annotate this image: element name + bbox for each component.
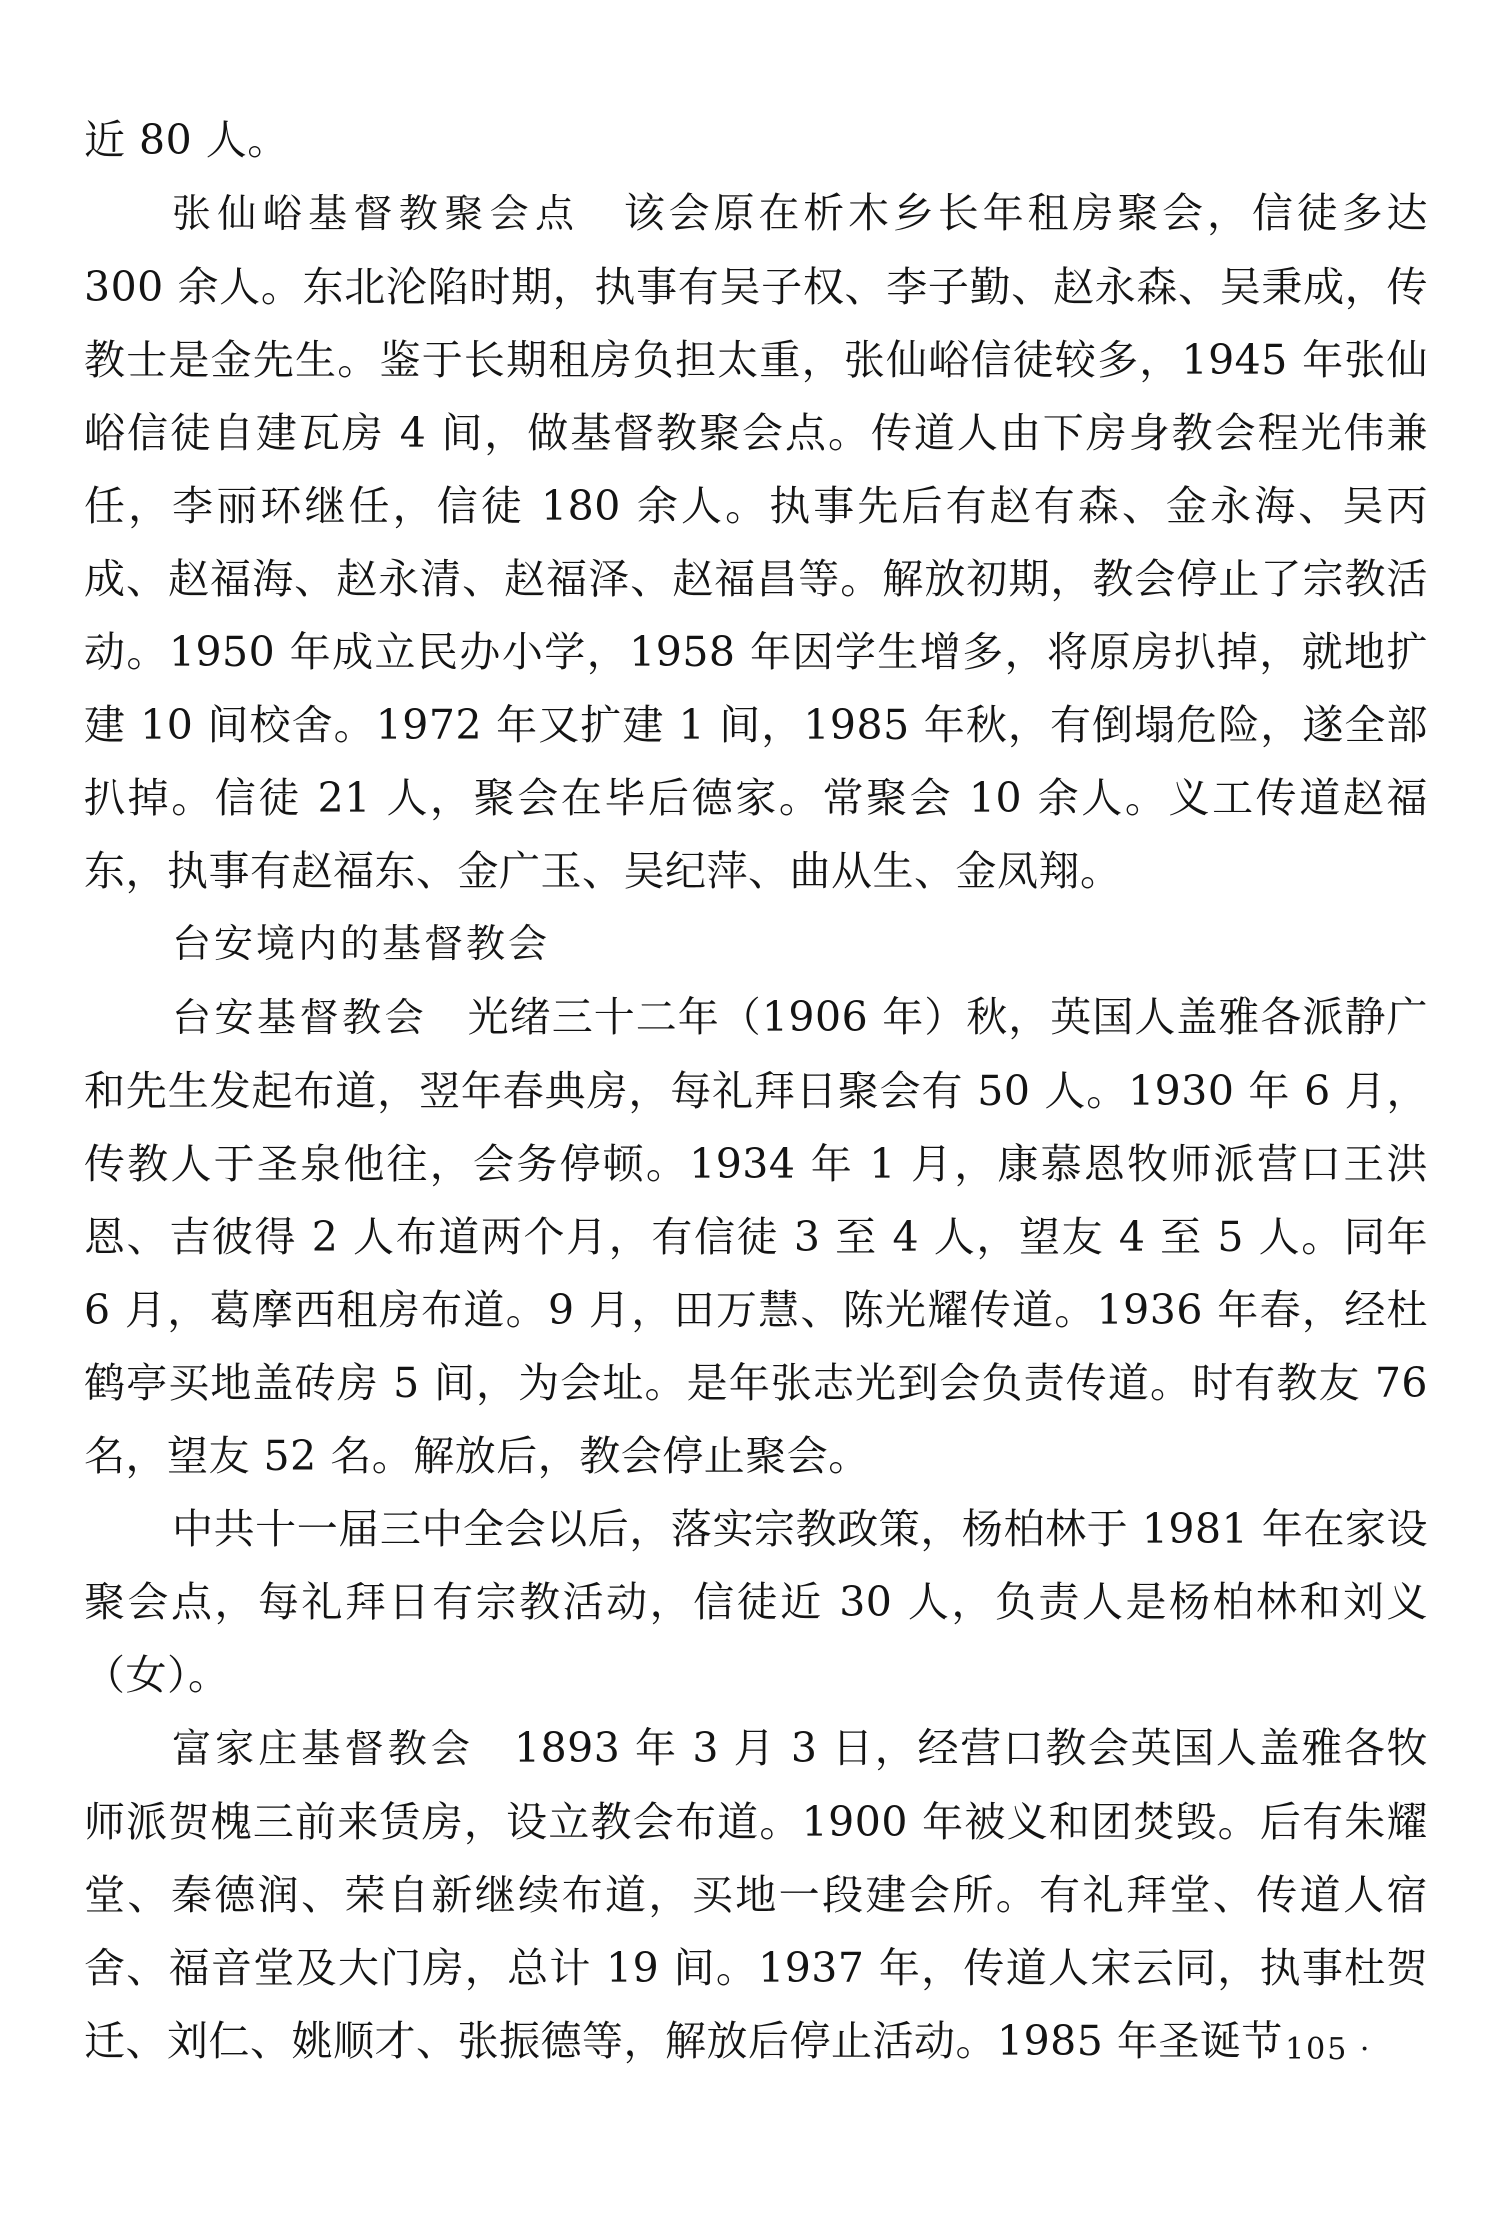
entry-heading: 张仙峪基督教聚会点 (172, 192, 581, 237)
paragraph-taian (84, 981, 1428, 1493)
entry-heading: 富家庄基督教会 (172, 1727, 474, 1772)
paragraph-fujiazhuang (84, 1712, 1428, 2078)
paragraph-text: 该会原在析木乡长年租房聚会，信徒多达 300 余人。东北沦陷时期，执事有吴子权、李子勤、赵永森、吴秉成，传教士是金先生。鉴于长期租房负担太重，张仙峪信徒较多，1945 年张仙峪信徒自建瓦房 4 间，做基督教聚会点。传道人由下房身教会程光伟兼任，李丽环继任，信徒 180 余人。执事先后有赵有森、金永海、吴丙成、赵福海、赵永清、赵福泽、赵福昌等。解放初期，教会停止了宗教活动。1950 年成立民办小学，1958 年因学生增多，将原房扒掉，就地扩建 10 间校舍。1972 年又扩建 1 间，1985 年秋，有倒塌危险，遂全部扒掉。信徒 21 人，聚会在毕后德家。常聚会 10 余人。义工传道赵福东，执事有赵福东、金广玉、吴纪萍、曲从生、金凤翔。 (84, 189, 1428, 895)
paragraph-after-reform (84, 1493, 1428, 1712)
paragraph-text: 光绪三十二年（1906 年）秋，英国人盖雅各派静广和先生发起布道，翌年春典房，每礼拜日聚会有 50 人。1930 年 6 月，传教人于圣泉他往，会务停顿。1934 年 1 月，康慕恩牧师派营口王洪恩、吉彼得 2 人布道两个月，有信徒 3 至 4 人，望友 4 至 5 人。同年 6 月，葛摩西租房布道。9 月，田万慧、陈光耀传道。1936 年春，经杜鹤亭买地盖砖房 5 间，为会址。是年张志光到会负责传道。时有教友 76 名，望友 52 名。解放后，教会停止聚会。 (84, 993, 1428, 1480)
section-heading (84, 908, 1428, 981)
page-number: · 105 · (1262, 2032, 1372, 2067)
paragraph-text: 1893 年 3 月 3 日，经营口教会英国人盖雅各牧师派贺槐三前来赁房，设立教会布道。1900 年被义和团焚毁。后有朱耀堂、秦德润、荣自新继续布道，买地一段建会所。有礼拜堂、传道人宿舍、福音堂及大门房，总计 19 间。1937 年，传道人宋云同，执事杜贺迁、刘仁、姚顺才、张振德等，解放后停止活动。1985 年圣诞节 (84, 1724, 1428, 2065)
paragraph-text: 近 80 人。 (84, 116, 289, 164)
entry-heading: 台安基督教会 (172, 996, 428, 1041)
paragraph-text: 中共十一届三中全会以后，落实宗教政策，杨柏林于 1981 年在家设聚会点，每礼拜日有宗教活动，信徒近 30 人，负责人是杨柏林和刘义（女）。 (84, 1505, 1428, 1699)
paragraph-zhangxianyu (84, 177, 1428, 908)
paragraph-continuation (84, 104, 1428, 177)
section-heading-text: 台安境内的基督教会 (172, 922, 551, 967)
